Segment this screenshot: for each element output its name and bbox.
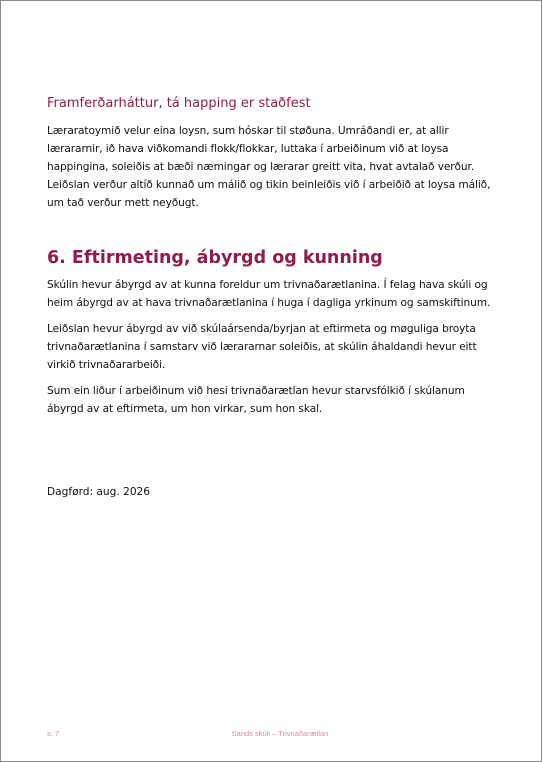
footer-page-number: s. 7 (47, 729, 60, 738)
paragraph: Skúlin hevur ábyrgd av at kunna foreldur um trivnaðarætlanina. Í felag hava skúli og heim ábyrgd av at hava trivnaðarætlanina í huga í dagliga yrkinum og samskiftinum. (47, 279, 491, 309)
page-footer (1, 729, 541, 741)
paragraph: Læraratoymið velur eina loysn, sum hóskar til støðuna. Umráðandi er, at allir lærararnir, ið hava viðkomandi flokk/flokkar, luttaka í arbeiðinum við at loysa happingina, soleiðis at bæði næmingar og lærarar greitt vita, hvat avtalað verður. Leiðslan verður altíð kunnað um málið og tikin beinleiðis við í arbeiðið at loysa málið, um tað verður mett neyðugt. (47, 125, 491, 209)
revision-date: Dagførd: aug. 2026 (47, 486, 151, 498)
section-title: 6. Eftirmeting, ábyrgd og kunning (47, 248, 383, 268)
footer-title: Sands skúli – Trivnaðarætlan (231, 729, 329, 738)
paragraph: Leiðslan hevur ábyrgd av við skúlaársenda/byrjan at eftirmeta og møguliga broyta trivnaðarætlanina í samstarv við lærararnar soleiðis, at skúlin áhaldandi hevur eitt virkið trivnaðararbeiði. (47, 323, 477, 371)
paragraph: Sum ein liður í arbeiðinum við hesi trivnaðarætlan hevur starvsfólkið í skúlanum ábyrgd av at eftirmeta, um hon virkar, sum hon skal. (47, 385, 465, 415)
page-content (47, 95, 499, 426)
subsection-title: Framferðarháttur, tá happing er staðfest (47, 96, 311, 111)
